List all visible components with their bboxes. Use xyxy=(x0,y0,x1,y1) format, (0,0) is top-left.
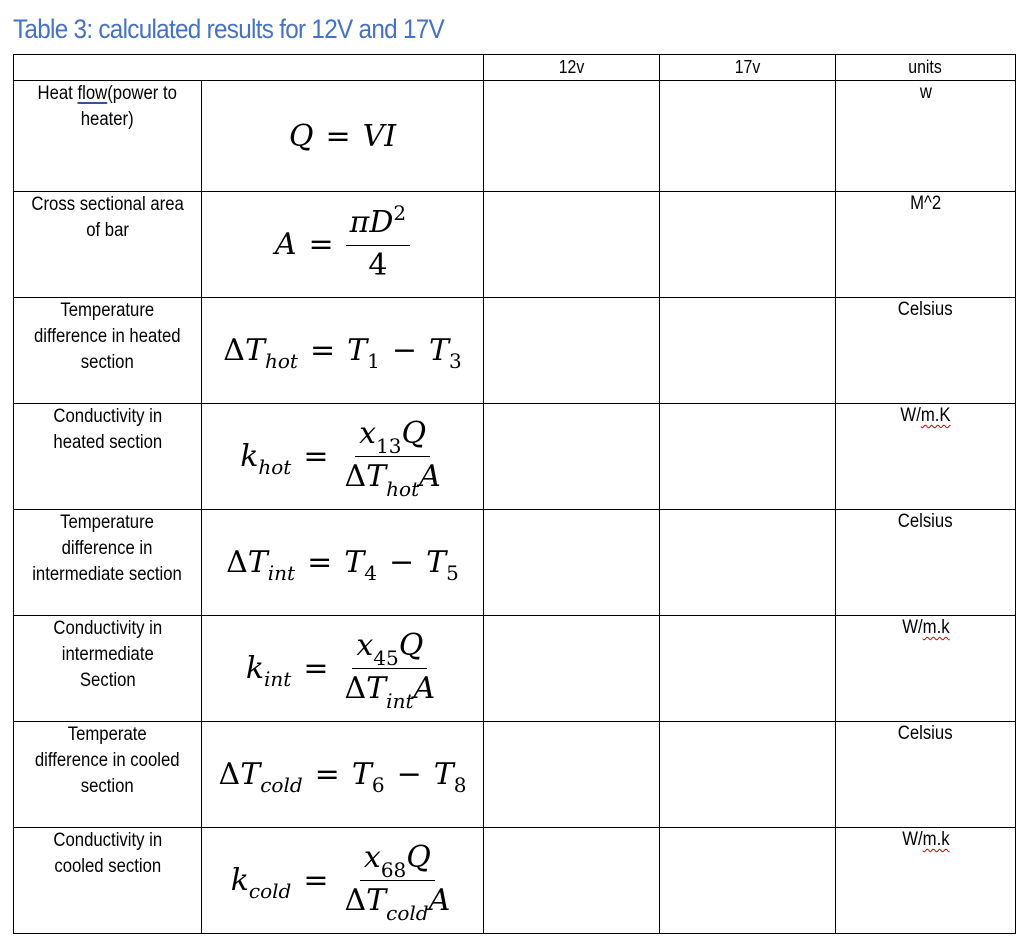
formula-temp-diff-cooled: Δ T cold = T 6 − T 8 xyxy=(202,722,484,828)
value-cell-17v[interactable] xyxy=(660,828,836,934)
value-cell-17v[interactable] xyxy=(660,510,836,616)
value-cell-17v[interactable] xyxy=(660,404,836,510)
value-cell-12v[interactable] xyxy=(484,510,660,616)
header-12v: 12v xyxy=(484,55,660,81)
spellcheck-flagged-word: m.K xyxy=(920,405,951,426)
spellcheck-flagged-word: m.k xyxy=(922,829,950,850)
value-cell-17v[interactable] xyxy=(660,298,836,404)
table-row xyxy=(14,828,1016,934)
value-cell-12v[interactable] xyxy=(484,298,660,404)
table-row xyxy=(14,722,1016,828)
table-row xyxy=(14,81,1016,192)
row-label-conductivity-cooled: Conductivity in cooled section xyxy=(14,828,202,934)
results-table xyxy=(13,54,1016,934)
formula-temp-diff-heated: Δ T hot = T 1 − T 3 xyxy=(202,298,484,404)
value-cell-17v[interactable] xyxy=(660,616,836,722)
header-17v: 17v xyxy=(660,55,836,81)
unit-temp-diff-heated: Celsius xyxy=(836,298,1016,404)
table-caption: Table 3: calculated results for 12V and 17V xyxy=(13,14,445,44)
unit-temp-diff-intermediate: Celsius xyxy=(836,510,1016,616)
value-cell-17v[interactable] xyxy=(660,192,836,298)
row-label-conductivity-heated: Conductivity in heated section xyxy=(14,404,202,510)
value-cell-12v[interactable] xyxy=(484,81,660,192)
formula-conductivity-cooled: k cold = $\frac{x_{68}Q}{\Delta T_{cold}A}$ xyxy=(202,828,484,934)
unit-temp-diff-cooled: Celsius xyxy=(836,722,1016,828)
value-cell-12v[interactable] xyxy=(484,616,660,722)
value-cell-12v[interactable] xyxy=(484,722,660,828)
spellcheck-flagged-word: m.k xyxy=(922,617,950,638)
unit-heat-flow: w xyxy=(836,81,1016,192)
unit-conductivity-heated: W/m.K xyxy=(836,404,1016,510)
table-row xyxy=(14,404,1016,510)
header-units: units xyxy=(836,55,1016,81)
table-row xyxy=(14,192,1016,298)
row-label-conductivity-intermediate: Conductivity in intermediate Section xyxy=(14,616,202,722)
value-cell-17v[interactable] xyxy=(660,722,836,828)
row-label-temp-diff-intermediate: Temperature difference in intermediate section xyxy=(14,510,202,616)
formula-area: A = $\frac{\pi D^2}{4}$ xyxy=(202,192,484,298)
value-cell-17v[interactable] xyxy=(660,81,836,192)
value-cell-12v[interactable] xyxy=(484,404,660,510)
row-label-heat-flow: Heat flow(power to heater) xyxy=(14,81,202,192)
header-blank-cell xyxy=(14,55,484,81)
value-cell-12v[interactable] xyxy=(484,192,660,298)
table-header-row xyxy=(14,55,1016,81)
unit-area: M^2 xyxy=(836,192,1016,298)
row-label-temp-diff-cooled: Temperate difference in cooled section xyxy=(14,722,202,828)
formula-conductivity-heated: k hot = $\frac{x_{13}Q}{\Delta T_{hot}A}$ xyxy=(202,404,484,510)
unit-conductivity-intermediate: W/m.k xyxy=(836,616,1016,722)
formula-temp-diff-intermediate: Δ T int = T 4 − T 5 xyxy=(202,510,484,616)
row-label-temp-diff-heated: Temperature difference in heated section xyxy=(14,298,202,404)
formula-conductivity-intermediate: k int = $\frac{x_{45}Q}{\Delta T_{int}A}$ xyxy=(202,616,484,722)
row-label-cross-sectional-area: Cross sectional area of bar xyxy=(14,192,202,298)
formula-heat-flow: Q = V I xyxy=(202,81,484,192)
table-row xyxy=(14,616,1016,722)
table-row xyxy=(14,298,1016,404)
unit-conductivity-cooled: W/m.k xyxy=(836,828,1016,934)
table-row xyxy=(14,510,1016,616)
grammar-flagged-word: flow xyxy=(77,83,108,104)
value-cell-12v[interactable] xyxy=(484,828,660,934)
